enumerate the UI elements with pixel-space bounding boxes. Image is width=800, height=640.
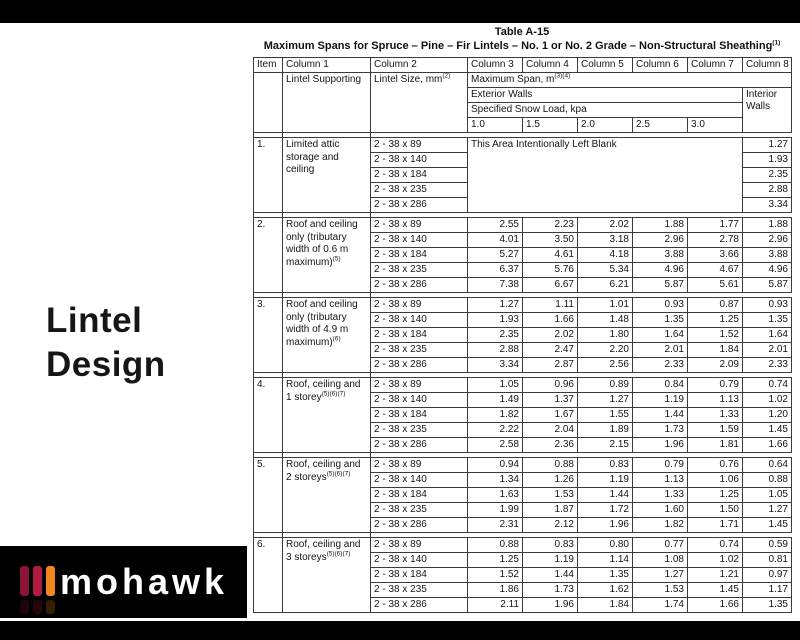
span-value-cell: 1.72 xyxy=(578,503,633,518)
span-value-cell: 1.25 xyxy=(688,313,743,328)
lintel-size-cell: 2 - 38 x 184 xyxy=(371,168,468,183)
lintel-size-cell: 2 - 38 x 286 xyxy=(371,518,468,533)
lintel-size-cell: 2 - 38 x 235 xyxy=(371,183,468,198)
span-value-cell: 4.01 xyxy=(468,233,523,248)
item-number-cell: 3. xyxy=(254,298,283,373)
span-value-cell: 1.02 xyxy=(688,553,743,568)
span-value-cell: 1.21 xyxy=(688,568,743,583)
blank-area-cell: This Area Intentionally Left Blank xyxy=(468,138,743,213)
span-value-cell: 0.88 xyxy=(468,538,523,553)
interior-span-cell: 5.87 xyxy=(743,278,792,293)
span-value-cell: 1.53 xyxy=(523,488,578,503)
column-header-item: Item xyxy=(254,58,283,73)
span-value-cell: 1.63 xyxy=(468,488,523,503)
interior-walls-header: Interior Walls xyxy=(743,88,792,133)
span-value-cell: 2.58 xyxy=(468,438,523,453)
span-value-cell: 0.89 xyxy=(578,378,633,393)
span-value-cell: 2.22 xyxy=(468,423,523,438)
lintel-size-cell: 2 - 38 x 140 xyxy=(371,313,468,328)
span-value-cell: 0.76 xyxy=(688,458,743,473)
column-header-8: Column 8 xyxy=(743,58,792,73)
span-value-cell: 1.96 xyxy=(578,518,633,533)
lintel-size-cell: 2 - 38 x 286 xyxy=(371,358,468,373)
span-value-cell: 4.67 xyxy=(688,263,743,278)
interior-span-cell: 0.59 xyxy=(743,538,792,553)
lintel-supporting-header: Lintel Supporting xyxy=(283,73,371,133)
span-value-cell: 5.27 xyxy=(468,248,523,263)
span-value-cell: 2.01 xyxy=(633,343,688,358)
interior-span-cell: 1.88 xyxy=(743,218,792,233)
span-value-cell: 1.96 xyxy=(523,598,578,613)
lintel-size-cell: 2 - 38 x 286 xyxy=(371,198,468,213)
item-number-cell: 5. xyxy=(254,458,283,533)
span-value-cell: 7.38 xyxy=(468,278,523,293)
interior-span-cell: 0.64 xyxy=(743,458,792,473)
span-value-cell: 1.26 xyxy=(523,473,578,488)
span-value-cell: 4.61 xyxy=(523,248,578,263)
span-value-cell: 1.82 xyxy=(633,518,688,533)
span-value-cell: 0.93 xyxy=(633,298,688,313)
span-value-cell: 0.77 xyxy=(633,538,688,553)
span-value-cell: 1.81 xyxy=(688,438,743,453)
interior-span-cell: 1.27 xyxy=(743,503,792,518)
span-value-cell: 1.59 xyxy=(688,423,743,438)
interior-span-cell: 1.93 xyxy=(743,153,792,168)
span-value-cell: 1.84 xyxy=(688,343,743,358)
span-value-cell: 2.55 xyxy=(468,218,523,233)
span-value-cell: 2.47 xyxy=(523,343,578,358)
span-value-cell: 1.14 xyxy=(578,553,633,568)
span-value-cell: 2.02 xyxy=(578,218,633,233)
table-body xyxy=(254,133,792,613)
span-value-cell: 3.50 xyxy=(523,233,578,248)
span-value-cell: 0.87 xyxy=(688,298,743,313)
interior-span-cell: 1.45 xyxy=(743,518,792,533)
footnote-superscript: (5)(6)(7) xyxy=(326,550,351,558)
item-number-cell: 6. xyxy=(254,538,283,613)
span-value-cell: 1.01 xyxy=(578,298,633,313)
span-value-cell: 2.11 xyxy=(468,598,523,613)
span-value-cell: 1.88 xyxy=(633,218,688,233)
lintel-size-cell: 2 - 38 x 89 xyxy=(371,138,468,153)
span-value-cell: 2.20 xyxy=(578,343,633,358)
lintel-size-cell: 2 - 38 x 140 xyxy=(371,553,468,568)
span-value-cell: 0.80 xyxy=(578,538,633,553)
table-row xyxy=(254,538,792,553)
lintel-size-cell: 2 - 38 x 184 xyxy=(371,408,468,423)
span-value-cell: 4.18 xyxy=(578,248,633,263)
span-value-cell: 4.96 xyxy=(633,263,688,278)
span-value-cell: 5.61 xyxy=(688,278,743,293)
snow-load-value: 1.0 xyxy=(468,118,523,133)
exterior-walls-header: Exterior Walls xyxy=(468,88,743,103)
lintel-size-footnote: (2) xyxy=(442,72,451,80)
lintel-size-header-text: Lintel Size, mm xyxy=(374,74,443,85)
lintel-size-cell: 2 - 38 x 286 xyxy=(371,438,468,453)
span-value-cell: 2.31 xyxy=(468,518,523,533)
lintel-size-cell: 2 - 38 x 184 xyxy=(371,568,468,583)
interior-span-cell: 0.93 xyxy=(743,298,792,313)
span-value-cell: 0.79 xyxy=(633,458,688,473)
lintel-size-cell: 2 - 38 x 235 xyxy=(371,583,468,598)
span-value-cell: 1.06 xyxy=(688,473,743,488)
logo-bar-orange xyxy=(46,566,55,596)
table-title: Table A-15 xyxy=(494,26,550,38)
span-value-cell: 1.19 xyxy=(523,553,578,568)
interior-span-cell: 2.35 xyxy=(743,168,792,183)
span-value-cell: 1.66 xyxy=(523,313,578,328)
span-value-cell: 1.96 xyxy=(633,438,688,453)
lintel-size-cell: 2 - 38 x 184 xyxy=(371,248,468,263)
span-value-cell: 1.52 xyxy=(688,328,743,343)
span-value-cell: 1.35 xyxy=(633,313,688,328)
span-value-cell: 1.49 xyxy=(468,393,523,408)
column-header-7: Column 7 xyxy=(688,58,743,73)
slide-heading-line-1: Lintel xyxy=(46,301,143,340)
table-row xyxy=(254,378,792,393)
span-value-cell: 1.99 xyxy=(468,503,523,518)
span-value-cell: 0.94 xyxy=(468,458,523,473)
interior-span-cell: 1.20 xyxy=(743,408,792,423)
column-header-3: Column 3 xyxy=(468,58,523,73)
span-value-cell: 5.76 xyxy=(523,263,578,278)
span-value-cell: 1.67 xyxy=(523,408,578,423)
span-value-cell: 1.62 xyxy=(578,583,633,598)
span-value-cell: 1.13 xyxy=(633,473,688,488)
span-value-cell: 2.88 xyxy=(468,343,523,358)
lintel-size-cell: 2 - 38 x 140 xyxy=(371,233,468,248)
span-value-cell: 1.35 xyxy=(578,568,633,583)
interior-span-cell: 0.74 xyxy=(743,378,792,393)
span-value-cell: 1.52 xyxy=(468,568,523,583)
span-value-cell: 1.87 xyxy=(523,503,578,518)
lintel-size-cell: 2 - 38 x 235 xyxy=(371,503,468,518)
interior-span-cell: 1.35 xyxy=(743,598,792,613)
interior-span-cell: 1.02 xyxy=(743,393,792,408)
span-value-cell: 3.18 xyxy=(578,233,633,248)
lintel-span-table xyxy=(253,57,792,613)
mohawk-bars-icon xyxy=(20,566,59,596)
span-value-cell: 1.27 xyxy=(468,298,523,313)
footnote-superscript: (5) xyxy=(332,255,341,263)
max-span-header-text: Maximum Span, m xyxy=(471,74,555,85)
lintel-supporting-cell: Roof, ceiling and 1 storey$^{(5)(6)(7)}$ xyxy=(283,378,371,453)
table-subtitle-text: Maximum Spans for Spruce – Pine – Fir Lintels – No. 1 or No. 2 Grade – Non-Structural Sheathing xyxy=(263,40,773,52)
interior-span-cell: 0.97 xyxy=(743,568,792,583)
span-value-cell: 1.37 xyxy=(523,393,578,408)
slide-heading xyxy=(46,299,166,387)
lintel-size-cell: 2 - 38 x 89 xyxy=(371,378,468,393)
item-number-cell: 2. xyxy=(254,218,283,293)
lintel-supporting-cell: Roof and ceiling only (tributary width of 0.6 m maximum)$^{(5)}$ xyxy=(283,218,371,293)
subheader-row-1 xyxy=(254,73,792,88)
span-value-cell: 1.11 xyxy=(523,298,578,313)
lintel-size-cell: 2 - 38 x 286 xyxy=(371,598,468,613)
item-header-spacer-cell xyxy=(254,73,283,133)
table-subtitle xyxy=(253,40,791,52)
span-value-cell: 2.87 xyxy=(523,358,578,373)
interior-span-cell: 1.17 xyxy=(743,583,792,598)
interior-span-cell: 1.05 xyxy=(743,488,792,503)
span-value-cell: 1.82 xyxy=(468,408,523,423)
mohawk-wordmark: mohawk xyxy=(60,561,229,602)
table-row xyxy=(254,458,792,473)
span-value-cell: 1.44 xyxy=(523,568,578,583)
footnote-superscript: (6) xyxy=(332,335,341,343)
interior-span-cell: 4.96 xyxy=(743,263,792,278)
letterbox-bottom-bar xyxy=(0,621,800,640)
span-value-cell: 1.71 xyxy=(688,518,743,533)
span-value-cell: 3.88 xyxy=(633,248,688,263)
lintel-size-cell: 2 - 38 x 286 xyxy=(371,278,468,293)
interior-span-cell: 0.88 xyxy=(743,473,792,488)
interior-span-cell: 1.66 xyxy=(743,438,792,453)
snow-load-header: Specified Snow Load, kpa xyxy=(468,103,743,118)
span-value-cell: 5.34 xyxy=(578,263,633,278)
lintel-size-cell: 2 - 38 x 184 xyxy=(371,328,468,343)
table-row xyxy=(254,298,792,313)
interior-span-cell: 1.45 xyxy=(743,423,792,438)
column-header-6: Column 6 xyxy=(633,58,688,73)
span-value-cell: 1.13 xyxy=(688,393,743,408)
lintel-size-cell: 2 - 38 x 235 xyxy=(371,343,468,358)
span-value-cell: 1.86 xyxy=(468,583,523,598)
column-header-2: Column 2 xyxy=(371,58,468,73)
item-number-cell: 1. xyxy=(254,138,283,213)
lintel-size-header xyxy=(371,73,468,133)
span-value-cell: 1.05 xyxy=(468,378,523,393)
span-value-cell: 1.93 xyxy=(468,313,523,328)
table-subtitle-footnote: (1) xyxy=(772,39,781,47)
lintel-supporting-cell: Roof and ceiling only (tributary width of 4.9 m maximum)$^{(6)}$ xyxy=(283,298,371,373)
snow-load-value: 3.0 xyxy=(688,118,743,133)
span-value-cell: 2.15 xyxy=(578,438,633,453)
span-value-cell: 1.80 xyxy=(578,328,633,343)
lintel-supporting-cell: Roof, ceiling and 3 storeys$^{(5)(6)(7)}$ xyxy=(283,538,371,613)
lintel-size-cell: 2 - 38 x 89 xyxy=(371,218,468,233)
span-value-cell: 1.44 xyxy=(578,488,633,503)
span-value-cell: 6.67 xyxy=(523,278,578,293)
mohawk-bars-reflection xyxy=(20,600,59,614)
span-value-cell: 1.89 xyxy=(578,423,633,438)
span-value-cell: 2.23 xyxy=(523,218,578,233)
span-value-cell: 1.33 xyxy=(688,408,743,423)
max-span-header xyxy=(468,73,792,88)
span-value-cell: 1.48 xyxy=(578,313,633,328)
span-value-cell: 2.04 xyxy=(523,423,578,438)
slide xyxy=(0,23,800,621)
span-value-cell: 0.79 xyxy=(688,378,743,393)
span-value-cell: 6.37 xyxy=(468,263,523,278)
interior-span-cell: 3.88 xyxy=(743,248,792,263)
mohawk-logo xyxy=(0,546,247,618)
logo-bar-crimson xyxy=(33,566,42,596)
span-value-cell: 2.02 xyxy=(523,328,578,343)
table-row xyxy=(254,138,792,153)
lintel-size-cell: 2 - 38 x 89 xyxy=(371,458,468,473)
span-value-cell: 1.73 xyxy=(523,583,578,598)
span-value-cell: 1.33 xyxy=(633,488,688,503)
lintel-size-cell: 2 - 38 x 89 xyxy=(371,298,468,313)
snow-load-value: 2.5 xyxy=(633,118,688,133)
interior-span-cell: 3.34 xyxy=(743,198,792,213)
snow-load-value: 2.0 xyxy=(578,118,633,133)
column-header-1: Column 1 xyxy=(283,58,371,73)
span-value-cell: 1.50 xyxy=(688,503,743,518)
column-header-row xyxy=(254,58,792,73)
span-value-cell: 0.74 xyxy=(688,538,743,553)
span-value-cell: 1.66 xyxy=(688,598,743,613)
span-value-cell: 2.09 xyxy=(688,358,743,373)
span-value-cell: 1.74 xyxy=(633,598,688,613)
span-value-cell: 1.64 xyxy=(633,328,688,343)
span-value-cell: 0.88 xyxy=(523,458,578,473)
span-value-cell: 3.34 xyxy=(468,358,523,373)
span-value-cell: 1.34 xyxy=(468,473,523,488)
span-value-cell: 1.60 xyxy=(633,503,688,518)
interior-span-cell: 2.96 xyxy=(743,233,792,248)
span-value-cell: 1.19 xyxy=(633,393,688,408)
lintel-size-cell: 2 - 38 x 140 xyxy=(371,393,468,408)
span-value-cell: 1.84 xyxy=(578,598,633,613)
lintel-supporting-cell: Limited attic storage and ceiling xyxy=(283,138,371,213)
table-titles xyxy=(253,26,791,52)
span-value-cell: 3.66 xyxy=(688,248,743,263)
span-value-cell: 0.96 xyxy=(523,378,578,393)
table-row xyxy=(254,218,792,233)
logo-bar-maroon xyxy=(20,566,29,596)
lintel-supporting-cell: Roof, ceiling and 2 storeys$^{(5)(6)(7)}$ xyxy=(283,458,371,533)
snow-load-value: 1.5 xyxy=(523,118,578,133)
span-value-cell: 0.83 xyxy=(578,458,633,473)
footnote-superscript: (5)(6)(7) xyxy=(321,390,346,398)
span-value-cell: 1.27 xyxy=(633,568,688,583)
span-value-cell: 2.78 xyxy=(688,233,743,248)
interior-span-cell: 2.33 xyxy=(743,358,792,373)
interior-span-cell: 1.27 xyxy=(743,138,792,153)
interior-span-cell: 0.81 xyxy=(743,553,792,568)
span-value-cell: 1.73 xyxy=(633,423,688,438)
span-value-cell: 2.33 xyxy=(633,358,688,373)
span-value-cell: 0.83 xyxy=(523,538,578,553)
span-value-cell: 0.84 xyxy=(633,378,688,393)
span-value-cell: 2.96 xyxy=(633,233,688,248)
span-value-cell: 1.27 xyxy=(578,393,633,408)
span-value-cell: 1.77 xyxy=(688,218,743,233)
lintel-size-cell: 2 - 38 x 140 xyxy=(371,473,468,488)
item-number-cell: 4. xyxy=(254,378,283,453)
lintel-size-cell: 2 - 38 x 140 xyxy=(371,153,468,168)
span-value-cell: 1.55 xyxy=(578,408,633,423)
lintel-size-cell: 2 - 38 x 89 xyxy=(371,538,468,553)
max-span-footnote: (3)(4) xyxy=(554,72,571,80)
span-value-cell: 1.45 xyxy=(688,583,743,598)
column-header-4: Column 4 xyxy=(523,58,578,73)
span-value-cell: 6.21 xyxy=(578,278,633,293)
span-value-cell: 1.08 xyxy=(633,553,688,568)
span-value-cell: 2.56 xyxy=(578,358,633,373)
span-value-cell: 2.36 xyxy=(523,438,578,453)
span-value-cell: 1.25 xyxy=(688,488,743,503)
interior-span-cell: 2.01 xyxy=(743,343,792,358)
lintel-size-cell: 2 - 38 x 235 xyxy=(371,263,468,278)
interior-span-cell: 1.35 xyxy=(743,313,792,328)
letterbox-top-bar xyxy=(0,0,800,23)
lintel-size-cell: 2 - 38 x 184 xyxy=(371,488,468,503)
span-value-cell: 2.12 xyxy=(523,518,578,533)
slide-heading-line-2: Design xyxy=(46,345,166,384)
span-value-cell: 1.25 xyxy=(468,553,523,568)
span-value-cell: 2.35 xyxy=(468,328,523,343)
interior-span-cell: 1.64 xyxy=(743,328,792,343)
column-header-5: Column 5 xyxy=(578,58,633,73)
span-value-cell: 1.19 xyxy=(578,473,633,488)
span-value-cell: 1.44 xyxy=(633,408,688,423)
lintel-span-table-wrap xyxy=(253,57,791,613)
footnote-superscript: (5)(6)(7) xyxy=(326,470,351,478)
interior-span-cell: 2.88 xyxy=(743,183,792,198)
span-value-cell: 1.53 xyxy=(633,583,688,598)
lintel-size-cell: 2 - 38 x 235 xyxy=(371,423,468,438)
span-value-cell: 5.87 xyxy=(633,278,688,293)
